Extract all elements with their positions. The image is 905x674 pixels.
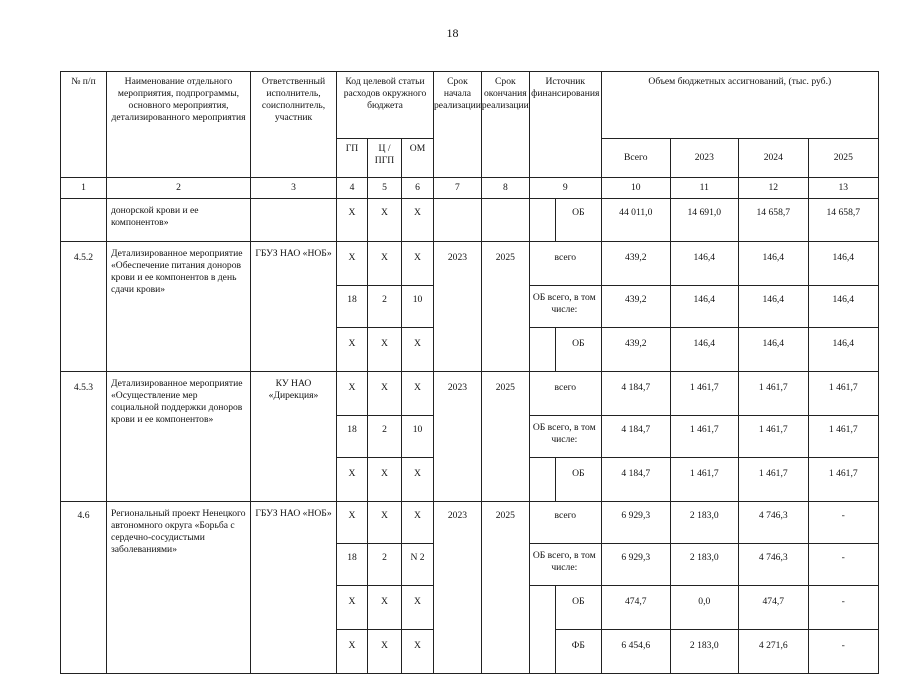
cell-ts: Х bbox=[368, 328, 402, 372]
cell-2024: 14 658,7 bbox=[738, 199, 808, 242]
cell-num: 4.5.3 bbox=[61, 372, 107, 502]
cell-source: ФБ bbox=[555, 630, 601, 674]
cell-start bbox=[434, 199, 482, 242]
cell-source: ОБ всего, в том числе: bbox=[529, 286, 601, 328]
cell-2023: 14 691,0 bbox=[670, 199, 738, 242]
cell-2025: - bbox=[808, 544, 878, 586]
cell-ts: Х bbox=[368, 502, 402, 544]
cell-om: Х bbox=[402, 242, 434, 286]
cell-gp: 18 bbox=[337, 544, 368, 586]
cell-om: N 2 bbox=[402, 544, 434, 586]
cell-2025: - bbox=[808, 586, 878, 630]
cell-gp: Х bbox=[337, 199, 368, 242]
header-source: Источник финансирования bbox=[529, 72, 601, 178]
budget-table bbox=[60, 71, 879, 674]
cell-start: 2023 bbox=[434, 372, 482, 502]
cell-num bbox=[61, 199, 107, 242]
cell-total: 474,7 bbox=[601, 586, 670, 630]
col-number: 4 bbox=[337, 178, 368, 199]
cell-source: ОБ bbox=[555, 199, 601, 242]
cell-source: ОБ всего, в том числе: bbox=[529, 544, 601, 586]
cell-name: Детализированное мероприятие «Осуществление мер социальной поддержки доноров крови и ее компонентов» bbox=[107, 372, 251, 502]
cell-2024: 1 461,7 bbox=[738, 416, 808, 458]
cell-total: 6 454,6 bbox=[601, 630, 670, 674]
cell-2024: 474,7 bbox=[738, 586, 808, 630]
cell-om: Х bbox=[402, 328, 434, 372]
header-2024: 2024 bbox=[738, 139, 808, 178]
cell-2024: 4 746,3 bbox=[738, 544, 808, 586]
cell-gp: Х bbox=[337, 242, 368, 286]
cell-2025: 146,4 bbox=[808, 328, 878, 372]
cell-2023: 2 183,0 bbox=[670, 502, 738, 544]
cell-ts: Х bbox=[368, 458, 402, 502]
header-code: Код целевой статьи расходов окружного бюджета bbox=[337, 72, 434, 139]
cell-2025: - bbox=[808, 502, 878, 544]
header-2025: 2025 bbox=[808, 139, 878, 178]
cell-total: 6 929,3 bbox=[601, 544, 670, 586]
cell-responsible bbox=[251, 199, 337, 242]
cell-gp: Х bbox=[337, 328, 368, 372]
cell-name: Детализированное мероприятие «Обеспечение питания доноров крови и ее компонентов в день сдачи крови» bbox=[107, 242, 251, 372]
header-responsible: Ответственный исполнитель, соисполнитель, участник bbox=[251, 72, 337, 178]
col-number: 9 bbox=[529, 178, 601, 199]
cell-total: 4 184,7 bbox=[601, 372, 670, 416]
cell-om: Х bbox=[402, 372, 434, 416]
col-number: 2 bbox=[107, 178, 251, 199]
cell-source-indent bbox=[529, 328, 555, 372]
cell-total: 4 184,7 bbox=[601, 416, 670, 458]
cell-2023: 1 461,7 bbox=[670, 458, 738, 502]
header-total: Всего bbox=[601, 139, 670, 178]
cell-2024: 146,4 bbox=[738, 286, 808, 328]
page-number: 18 bbox=[446, 26, 459, 40]
cell-end bbox=[481, 199, 529, 242]
column-numbers-row bbox=[61, 178, 879, 199]
cell-num: 4.6 bbox=[61, 502, 107, 674]
header-gp: ГП bbox=[337, 139, 368, 178]
cell-2024: 1 461,7 bbox=[738, 372, 808, 416]
cell-om: Х bbox=[402, 630, 434, 674]
col-number: 10 bbox=[601, 178, 670, 199]
cell-total: 439,2 bbox=[601, 242, 670, 286]
cell-om: 10 bbox=[402, 286, 434, 328]
cell-source: ОБ bbox=[555, 328, 601, 372]
header-ts-pgp: Ц / ПГП bbox=[368, 139, 402, 178]
cell-2023: 2 183,0 bbox=[670, 544, 738, 586]
cell-source-indent bbox=[529, 586, 555, 630]
cell-2023: 1 461,7 bbox=[670, 372, 738, 416]
cell-2024: 4 746,3 bbox=[738, 502, 808, 544]
cell-om: Х bbox=[402, 502, 434, 544]
cell-2025: 146,4 bbox=[808, 286, 878, 328]
header-om: ОМ bbox=[402, 139, 434, 178]
cell-gp: 18 bbox=[337, 286, 368, 328]
cell-source-indent bbox=[529, 458, 555, 502]
cell-2025: - bbox=[808, 630, 878, 674]
cell-ts: 2 bbox=[368, 286, 402, 328]
cell-start: 2023 bbox=[434, 502, 482, 674]
cell-ts: Х bbox=[368, 242, 402, 286]
table-row bbox=[61, 372, 879, 416]
col-number: 3 bbox=[251, 178, 337, 199]
cell-2024: 1 461,7 bbox=[738, 458, 808, 502]
cell-end: 2025 bbox=[481, 502, 529, 674]
cell-responsible: ГБУЗ НАО «НОБ» bbox=[251, 502, 337, 674]
cell-2025: 14 658,7 bbox=[808, 199, 878, 242]
cell-source: всего bbox=[529, 372, 601, 416]
cell-ts: Х bbox=[368, 630, 402, 674]
table-row bbox=[61, 502, 879, 544]
cell-ts: Х bbox=[368, 199, 402, 242]
col-number: 13 bbox=[808, 178, 878, 199]
cell-ts: Х bbox=[368, 586, 402, 630]
col-number: 11 bbox=[670, 178, 738, 199]
col-number: 1 bbox=[61, 178, 107, 199]
cell-2025: 1 461,7 bbox=[808, 416, 878, 458]
cell-total: 4 184,7 bbox=[601, 458, 670, 502]
header-num: № п/п bbox=[61, 72, 107, 178]
cell-gp: Х bbox=[337, 630, 368, 674]
cell-source: ОБ bbox=[555, 458, 601, 502]
col-number: 6 bbox=[402, 178, 434, 199]
col-number: 12 bbox=[738, 178, 808, 199]
cell-2023: 1 461,7 bbox=[670, 416, 738, 458]
cell-ts: 2 bbox=[368, 544, 402, 586]
header-end: Срок окончания реализации bbox=[481, 72, 529, 178]
cell-2024: 146,4 bbox=[738, 242, 808, 286]
cell-end: 2025 bbox=[481, 242, 529, 372]
cell-start: 2023 bbox=[434, 242, 482, 372]
cell-2024: 4 271,6 bbox=[738, 630, 808, 674]
cell-responsible: КУ НАО «Дирекция» bbox=[251, 372, 337, 502]
header-name: Наименование отдельного мероприятия, подпрограммы, основного мероприятия, детализированного мероприятия bbox=[107, 72, 251, 178]
cell-gp: Х bbox=[337, 372, 368, 416]
cell-name: Региональный проект Ненецкого автономного округа «Борьба с сердечно-сосудистыми заболеваниями» bbox=[107, 502, 251, 674]
cell-ts: 2 bbox=[368, 416, 402, 458]
cell-name: донорской крови и ее компонентов» bbox=[107, 199, 251, 242]
col-number: 7 bbox=[434, 178, 482, 199]
cell-2023: 146,4 bbox=[670, 286, 738, 328]
cell-om: 10 bbox=[402, 416, 434, 458]
table-row bbox=[61, 242, 879, 286]
cell-source-indent bbox=[529, 630, 555, 674]
col-number: 5 bbox=[368, 178, 402, 199]
cell-gp: Х bbox=[337, 502, 368, 544]
cell-om: Х bbox=[402, 199, 434, 242]
cell-source: ОБ bbox=[555, 586, 601, 630]
cell-total: 439,2 bbox=[601, 286, 670, 328]
cell-2025: 1 461,7 bbox=[808, 372, 878, 416]
cell-num: 4.5.2 bbox=[61, 242, 107, 372]
cell-2025: 1 461,7 bbox=[808, 458, 878, 502]
cell-source: ОБ всего, в том числе: bbox=[529, 416, 601, 458]
cell-total: 44 011,0 bbox=[601, 199, 670, 242]
cell-responsible: ГБУЗ НАО «НОБ» bbox=[251, 242, 337, 372]
cell-gp: 18 bbox=[337, 416, 368, 458]
cell-2024: 146,4 bbox=[738, 328, 808, 372]
cell-2023: 146,4 bbox=[670, 328, 738, 372]
cell-2023: 146,4 bbox=[670, 242, 738, 286]
header-volume: Объем бюджетных ассигнований, (тыс. руб.) bbox=[601, 72, 878, 139]
cell-om: Х bbox=[402, 458, 434, 502]
cell-end: 2025 bbox=[481, 372, 529, 502]
cell-gp: Х bbox=[337, 586, 368, 630]
table-row-continuation bbox=[61, 199, 879, 242]
header-start: Срок начала реализации bbox=[434, 72, 482, 178]
cell-gp: Х bbox=[337, 458, 368, 502]
cell-2025: 146,4 bbox=[808, 242, 878, 286]
cell-2023: 0,0 bbox=[670, 586, 738, 630]
cell-om: Х bbox=[402, 586, 434, 630]
cell-source-indent bbox=[529, 199, 555, 242]
cell-ts: Х bbox=[368, 372, 402, 416]
cell-2023: 2 183,0 bbox=[670, 630, 738, 674]
cell-source: всего bbox=[529, 502, 601, 544]
cell-source: всего bbox=[529, 242, 601, 286]
cell-total: 6 929,3 bbox=[601, 502, 670, 544]
header-2023: 2023 bbox=[670, 139, 738, 178]
cell-total: 439,2 bbox=[601, 328, 670, 372]
col-number: 8 bbox=[481, 178, 529, 199]
